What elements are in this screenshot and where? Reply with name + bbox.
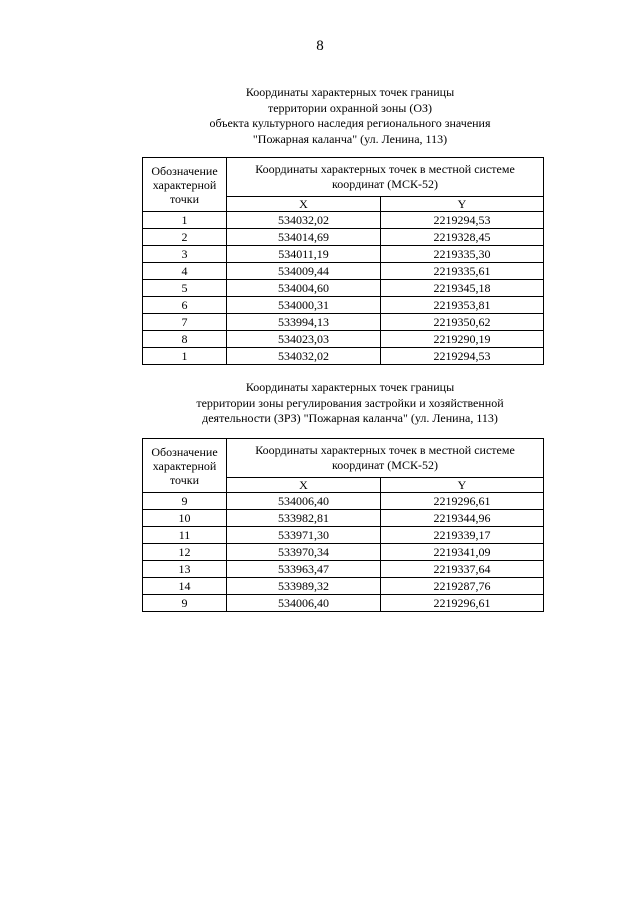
x-coordinate-cell: 534011,19 <box>227 246 381 263</box>
x-coordinate-cell: 533994,13 <box>227 314 381 331</box>
y-coordinate-cell: 2219294,53 <box>381 348 544 365</box>
table-row <box>143 314 544 331</box>
table-row <box>143 297 544 314</box>
header-point-designation <box>143 439 227 493</box>
point-cell: 10 <box>143 510 227 527</box>
point-cell: 7 <box>143 314 227 331</box>
table-row <box>143 527 544 544</box>
y-coordinate-cell: 2219337,64 <box>381 561 544 578</box>
point-cell: 11 <box>143 527 227 544</box>
table-row <box>143 510 544 527</box>
y-coordinate-cell: 2219296,61 <box>381 493 544 510</box>
header-point-line: характерной <box>152 177 217 192</box>
point-cell: 12 <box>143 544 227 561</box>
header-y: Y <box>381 478 544 493</box>
y-coordinate-cell: 2219341,09 <box>381 544 544 561</box>
point-cell: 3 <box>143 246 227 263</box>
x-coordinate-cell: 534006,40 <box>227 493 381 510</box>
y-coordinate-cell: 2219335,61 <box>381 263 544 280</box>
header-point-designation <box>143 158 227 212</box>
table-row <box>143 331 544 348</box>
x-coordinate-cell: 534032,02 <box>227 348 381 365</box>
header-point-line: точки <box>169 191 200 206</box>
y-coordinate-cell: 2219287,76 <box>381 578 544 595</box>
y-coordinate-cell: 2219353,81 <box>381 297 544 314</box>
section1-title-line: объекта культурного наследия регионального значения <box>209 116 491 130</box>
y-coordinate-cell: 2219344,96 <box>381 510 544 527</box>
y-coordinate-cell: 2219339,17 <box>381 527 544 544</box>
point-cell: 1 <box>143 212 227 229</box>
point-cell: 1 <box>143 348 227 365</box>
header-coordinates: Координаты характерных точек в местной системе координат (МСК-52) <box>227 158 544 197</box>
x-coordinate-cell: 533963,47 <box>227 561 381 578</box>
section1-coordinates-table <box>142 157 544 365</box>
section2-title-line: Координаты характерных точек границы <box>245 380 455 394</box>
header-point-line: Обозначение <box>151 163 218 178</box>
table-row <box>143 263 544 280</box>
point-cell: 4 <box>143 263 227 280</box>
table-row <box>143 229 544 246</box>
section1-title-line: территории охранной зоны (ОЗ) <box>267 100 433 115</box>
header-point-line: характерной <box>152 458 217 473</box>
section1-title-line: "Пожарная каланча" (ул. Ленина, 113) <box>252 131 448 146</box>
table-row <box>143 246 544 263</box>
point-cell: 2 <box>143 229 227 246</box>
x-coordinate-cell: 534006,40 <box>227 595 381 612</box>
table-row <box>143 280 544 297</box>
x-coordinate-cell: 534009,44 <box>227 263 381 280</box>
section2-title-line: деятельности (ЗРЗ) "Пожарная каланча" (ул. Ленина, 113) <box>202 411 498 425</box>
y-coordinate-cell: 2219296,61 <box>381 595 544 612</box>
header-x: X <box>227 478 381 493</box>
header-y: Y <box>381 197 544 212</box>
x-coordinate-cell: 534032,02 <box>227 212 381 229</box>
table-row <box>143 578 544 595</box>
section2-table-body <box>143 493 544 612</box>
y-coordinate-cell: 2219290,19 <box>381 331 544 348</box>
table-row <box>143 212 544 229</box>
header-point-line: Обозначение <box>151 444 218 459</box>
table-row <box>143 348 544 365</box>
section1-title <box>140 85 560 147</box>
x-coordinate-cell: 534000,31 <box>227 297 381 314</box>
y-coordinate-cell: 2219350,62 <box>381 314 544 331</box>
header-point-line: точки <box>169 472 200 487</box>
table-row <box>143 544 544 561</box>
x-coordinate-cell: 534004,60 <box>227 280 381 297</box>
y-coordinate-cell: 2219345,18 <box>381 280 544 297</box>
x-coordinate-cell: 534014,69 <box>227 229 381 246</box>
section2-title <box>140 380 560 427</box>
point-cell: 14 <box>143 578 227 595</box>
section1-table-body <box>143 212 544 365</box>
y-coordinate-cell: 2219335,30 <box>381 246 544 263</box>
y-coordinate-cell: 2219328,45 <box>381 229 544 246</box>
x-coordinate-cell: 533970,34 <box>227 544 381 561</box>
section1-title-line: Координаты характерных точек границы <box>245 85 455 99</box>
page-number: 8 <box>316 38 324 54</box>
y-coordinate-cell: 2219294,53 <box>381 212 544 229</box>
x-coordinate-cell: 533982,81 <box>227 510 381 527</box>
x-coordinate-cell: 534023,03 <box>227 331 381 348</box>
header-x: X <box>227 197 381 212</box>
header-coordinates: Координаты характерных точек в местной системе координат (МСК-52) <box>227 439 544 478</box>
table-row <box>143 493 544 510</box>
section2-coordinates-table <box>142 438 544 612</box>
section2-title-line: территории зоны регулирования застройки и хозяйственной <box>196 395 504 410</box>
point-cell: 9 <box>143 595 227 612</box>
point-cell: 5 <box>143 280 227 297</box>
point-cell: 13 <box>143 561 227 578</box>
point-cell: 9 <box>143 493 227 510</box>
point-cell: 6 <box>143 297 227 314</box>
x-coordinate-cell: 533989,32 <box>227 578 381 595</box>
x-coordinate-cell: 533971,30 <box>227 527 381 544</box>
table-row <box>143 595 544 612</box>
point-cell: 8 <box>143 331 227 348</box>
table-row <box>143 561 544 578</box>
